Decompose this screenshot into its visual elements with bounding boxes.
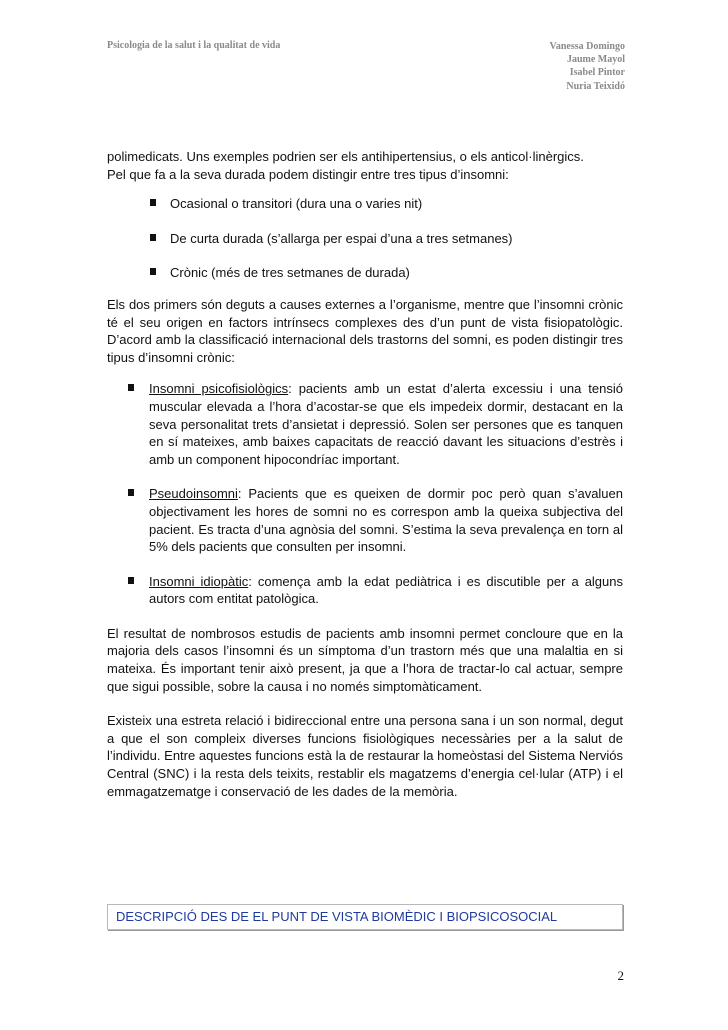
square-bullet-icon bbox=[128, 577, 134, 584]
list-item bbox=[107, 573, 623, 608]
paragraph-sleep-functions: Existeix una estreta relació i bidireccional entre una persona sana i un son normal, degut a que el son compleix diverses funcions fisiològiques necessàries per a la salut de l’individu. Entre aquestes funcions està la de restaurar la homeòstasi del Sistema Nerviós Central (SNC) i la resta dels teixits, restablir els magatzems d’energia cel·lular (ATP) i el emmagatzematge i conservació de les dades de la memòria. bbox=[107, 713, 623, 799]
author-name: Isabel Pintor bbox=[569, 67, 625, 79]
list-item bbox=[107, 195, 623, 213]
term-insomni-idiopatic: Insomni idiopàtic bbox=[149, 573, 249, 589]
running-header-authors bbox=[550, 40, 625, 93]
list-item bbox=[107, 264, 623, 282]
author-name: Vanessa Domingo bbox=[549, 41, 625, 52]
square-bullet-icon bbox=[150, 268, 156, 275]
paragraph-result: El resultat de nombrosos estudis de pacients amb insomni permet concloure que en la majoria dels casos l’insomni és un símptoma d’un trastorn més que una malaltia en si mateixa. És important tenir això present, ja que a l’hora de tractar-lo cal actuar, sempre que sigui possible, sobre la causa i no només simptomàticament. bbox=[107, 625, 623, 694]
list-item-text: De curta durada (s’allarga per espai d’una a tres setmanes) bbox=[170, 230, 513, 246]
term-insomni-psicofisiologics: Insomni psicofisiològics bbox=[149, 381, 289, 397]
list-item bbox=[107, 485, 623, 555]
duration-types-list bbox=[107, 195, 623, 282]
paragraph-causes: Els dos primers són deguts a causes externes a l’organisme, mentre que l’insomni crònic té el seu origen en factors intrínsecs complexes des d’un punt de vista fisiopatològic. D’acord amb la classificació internacional dels trastorns del somni, es poden distingir tres tipus d’insomni crònic: bbox=[107, 296, 623, 365]
chronic-types-list bbox=[107, 380, 623, 608]
list-item bbox=[107, 230, 623, 248]
paragraph-continuation: polimedicats. Uns exemples podrien ser els antihipertensius, o els anticol·linèrgics. bbox=[107, 149, 584, 164]
term-description: : pacients amb un estat d’alerta excessiu i una tensió muscular elevada a l’hora d’acostar-se que els impedeix dormir, destacant en la seva personalitat trets d’ansietat i depressió. Solen ser persones que es tanquen en sí mateixes, amb baixes capacitats de reacció davant les situacions d’estrès i amb un component hipocondríac important. bbox=[149, 381, 623, 467]
running-header-title: Psicologia de la salut i la qualitat de vida bbox=[107, 40, 281, 51]
body-text bbox=[107, 148, 623, 800]
section-heading: DESCRIPCIÓ DES DE EL PUNT DE VISTA BIOMÈDIC I BIOPSICOSOCIAL bbox=[107, 904, 623, 930]
term-pseudoinsomni: Pseudoinsomni bbox=[149, 486, 238, 502]
square-bullet-icon bbox=[150, 199, 156, 206]
square-bullet-icon bbox=[150, 234, 156, 241]
list-item bbox=[107, 380, 623, 468]
square-bullet-icon bbox=[128, 489, 134, 496]
page-number: 2 bbox=[617, 968, 624, 983]
list-item-text: Crònic (més de tres setmanes de durada) bbox=[170, 265, 410, 281]
term-description: : Pacients que es queixen de dormir poc però quan s’avaluen objectivament les hores de somni no es correspon amb la queixa subjectiva del pacient. Es tracta d’una agnòsia del somni. S’estima la seva prevalença en torn al 5% dels pacients que consulten per insomni. bbox=[149, 486, 623, 555]
square-bullet-icon bbox=[128, 384, 134, 391]
list-item-text: Ocasional o transitori (dura una o varies nit) bbox=[170, 196, 423, 212]
paragraph-duration-intro: Pel que fa a la seva durada podem distingir entre tres tipus d’insomni: bbox=[107, 166, 509, 182]
author-name: Jaume Mayol bbox=[566, 54, 625, 66]
author-name: Nuria Teixidó bbox=[566, 80, 625, 92]
term-description: : comença amb la edat pediàtrica i es discutible per a alguns autors com entitat patològica. bbox=[149, 573, 623, 607]
